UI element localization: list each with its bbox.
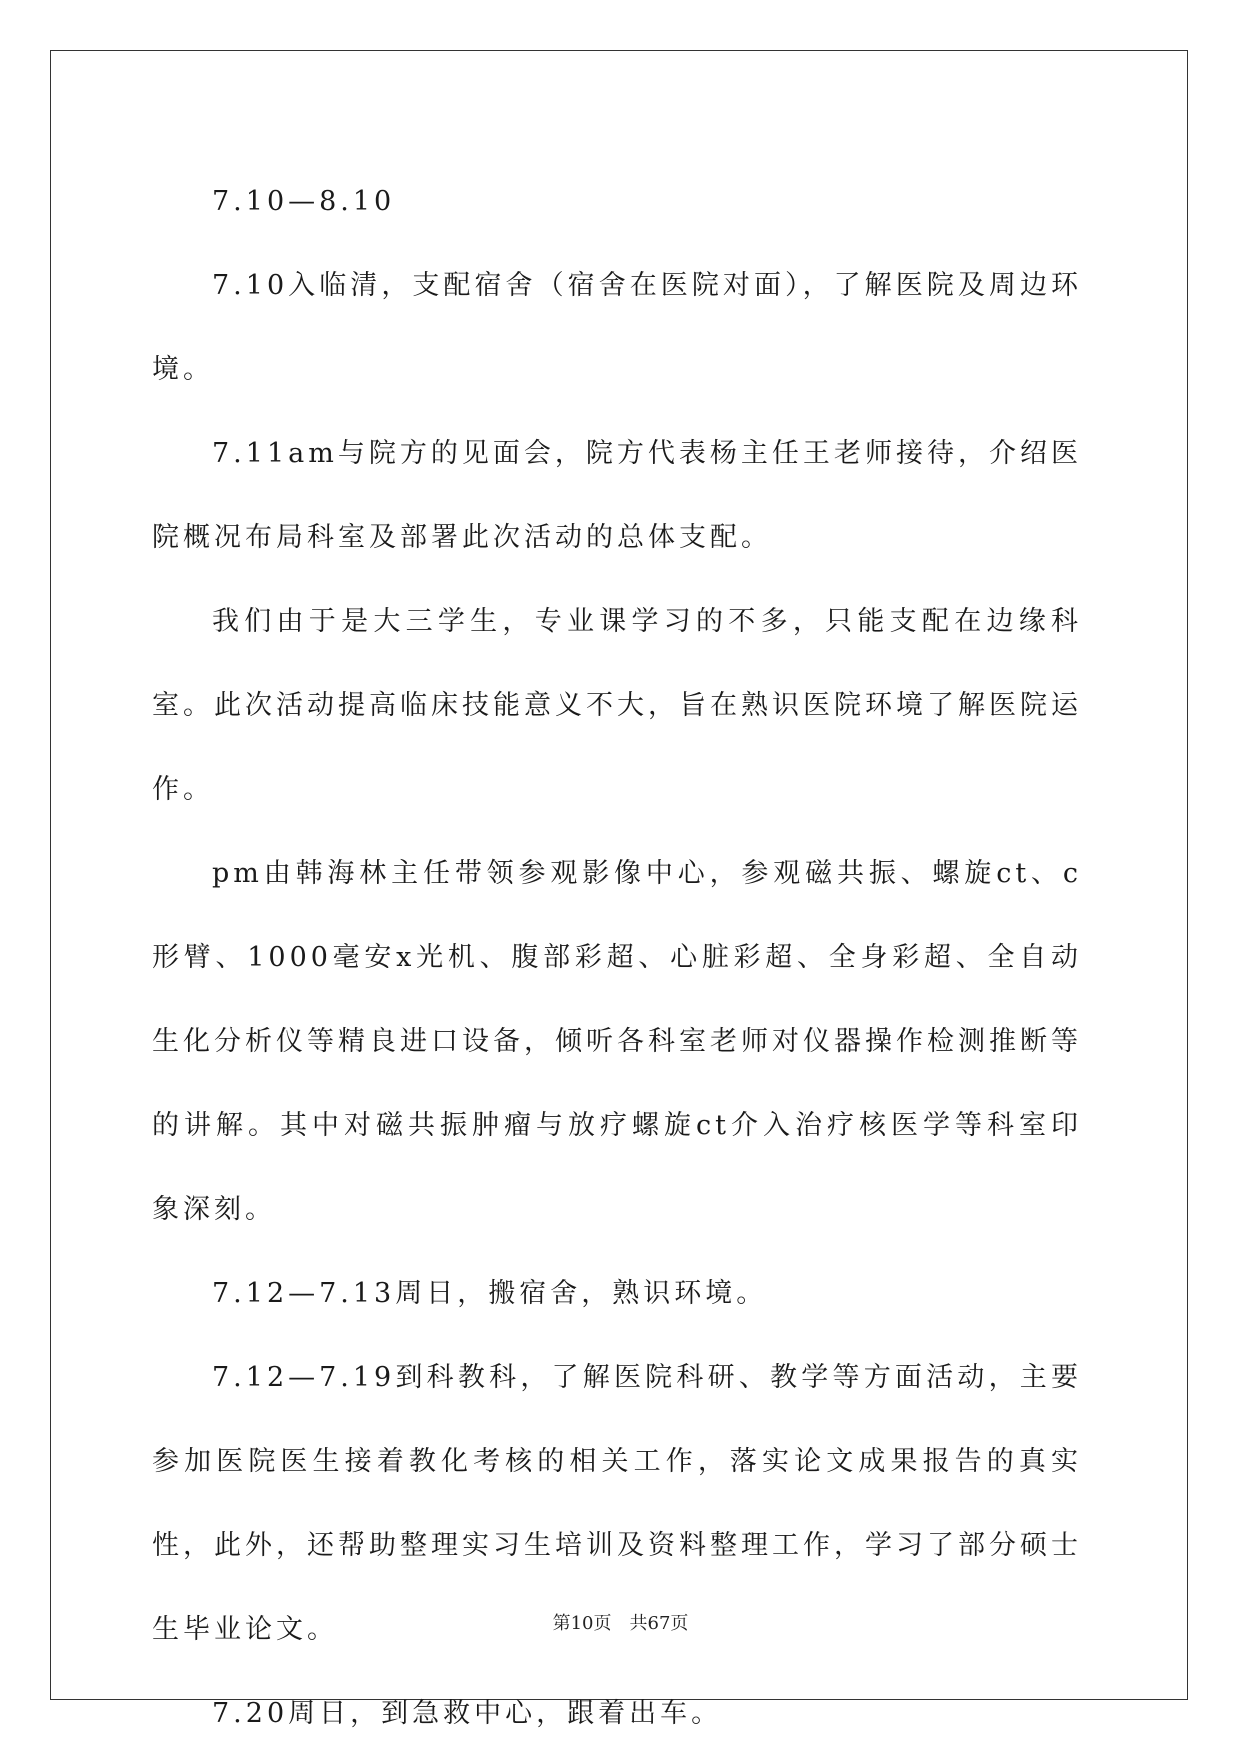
paragraph-meeting: 7.11am与院方的见面会，院方代表杨主任王老师接待，介绍医院概况布局科室及部署此次活动的总体支配。: [152, 438, 1082, 553]
paragraph-dormitory: 7.12—7.13周日，搬宿舍，熟识环境。: [212, 1278, 768, 1309]
paragraph-date-range: 7.10—8.10: [212, 186, 396, 217]
document-body: [152, 160, 1082, 1756]
page-footer: [0, 1612, 1241, 1636]
page-total: 共67页: [629, 1613, 689, 1634]
paragraph-emergency-center: 7.20周日，到急救中心，跟着出车。: [212, 1698, 723, 1729]
paragraph-imaging-center: pm由韩海林主任带领参观影像中心，参观磁共振、螺旋ct、c形臂、1000毫安x光机、腹部彩超、心脏彩超、全身彩超、全自动生化分析仪等精良进口设备，倾听各科室老师对仪器操作检测推断等的讲解。其中对磁共振肿瘤与放疗螺旋ct介入治疗核医学等科室印象深刻。: [152, 858, 1082, 1225]
page-number: 第10页: [552, 1613, 612, 1634]
paragraph-assignment: 我们由于是大三学生，专业课学习的不多，只能支配在边缘科室。此次活动提高临床技能意义不大，旨在熟识医院环境了解医院运作。: [152, 606, 1082, 805]
paragraph-education-dept: 7.12—7.19到科教科，了解医院科研、教学等方面活动，主要参加医院医生接着教化考核的相关工作，落实论文成果报告的真实性，此外，还帮助整理实习生培训及资料整理工作，学习了部分硕士生毕业论文。: [152, 1362, 1082, 1645]
paragraph-arrival: 7.10入临清，支配宿舍（宿舍在医院对面），了解医院及周边环境。: [152, 270, 1082, 385]
